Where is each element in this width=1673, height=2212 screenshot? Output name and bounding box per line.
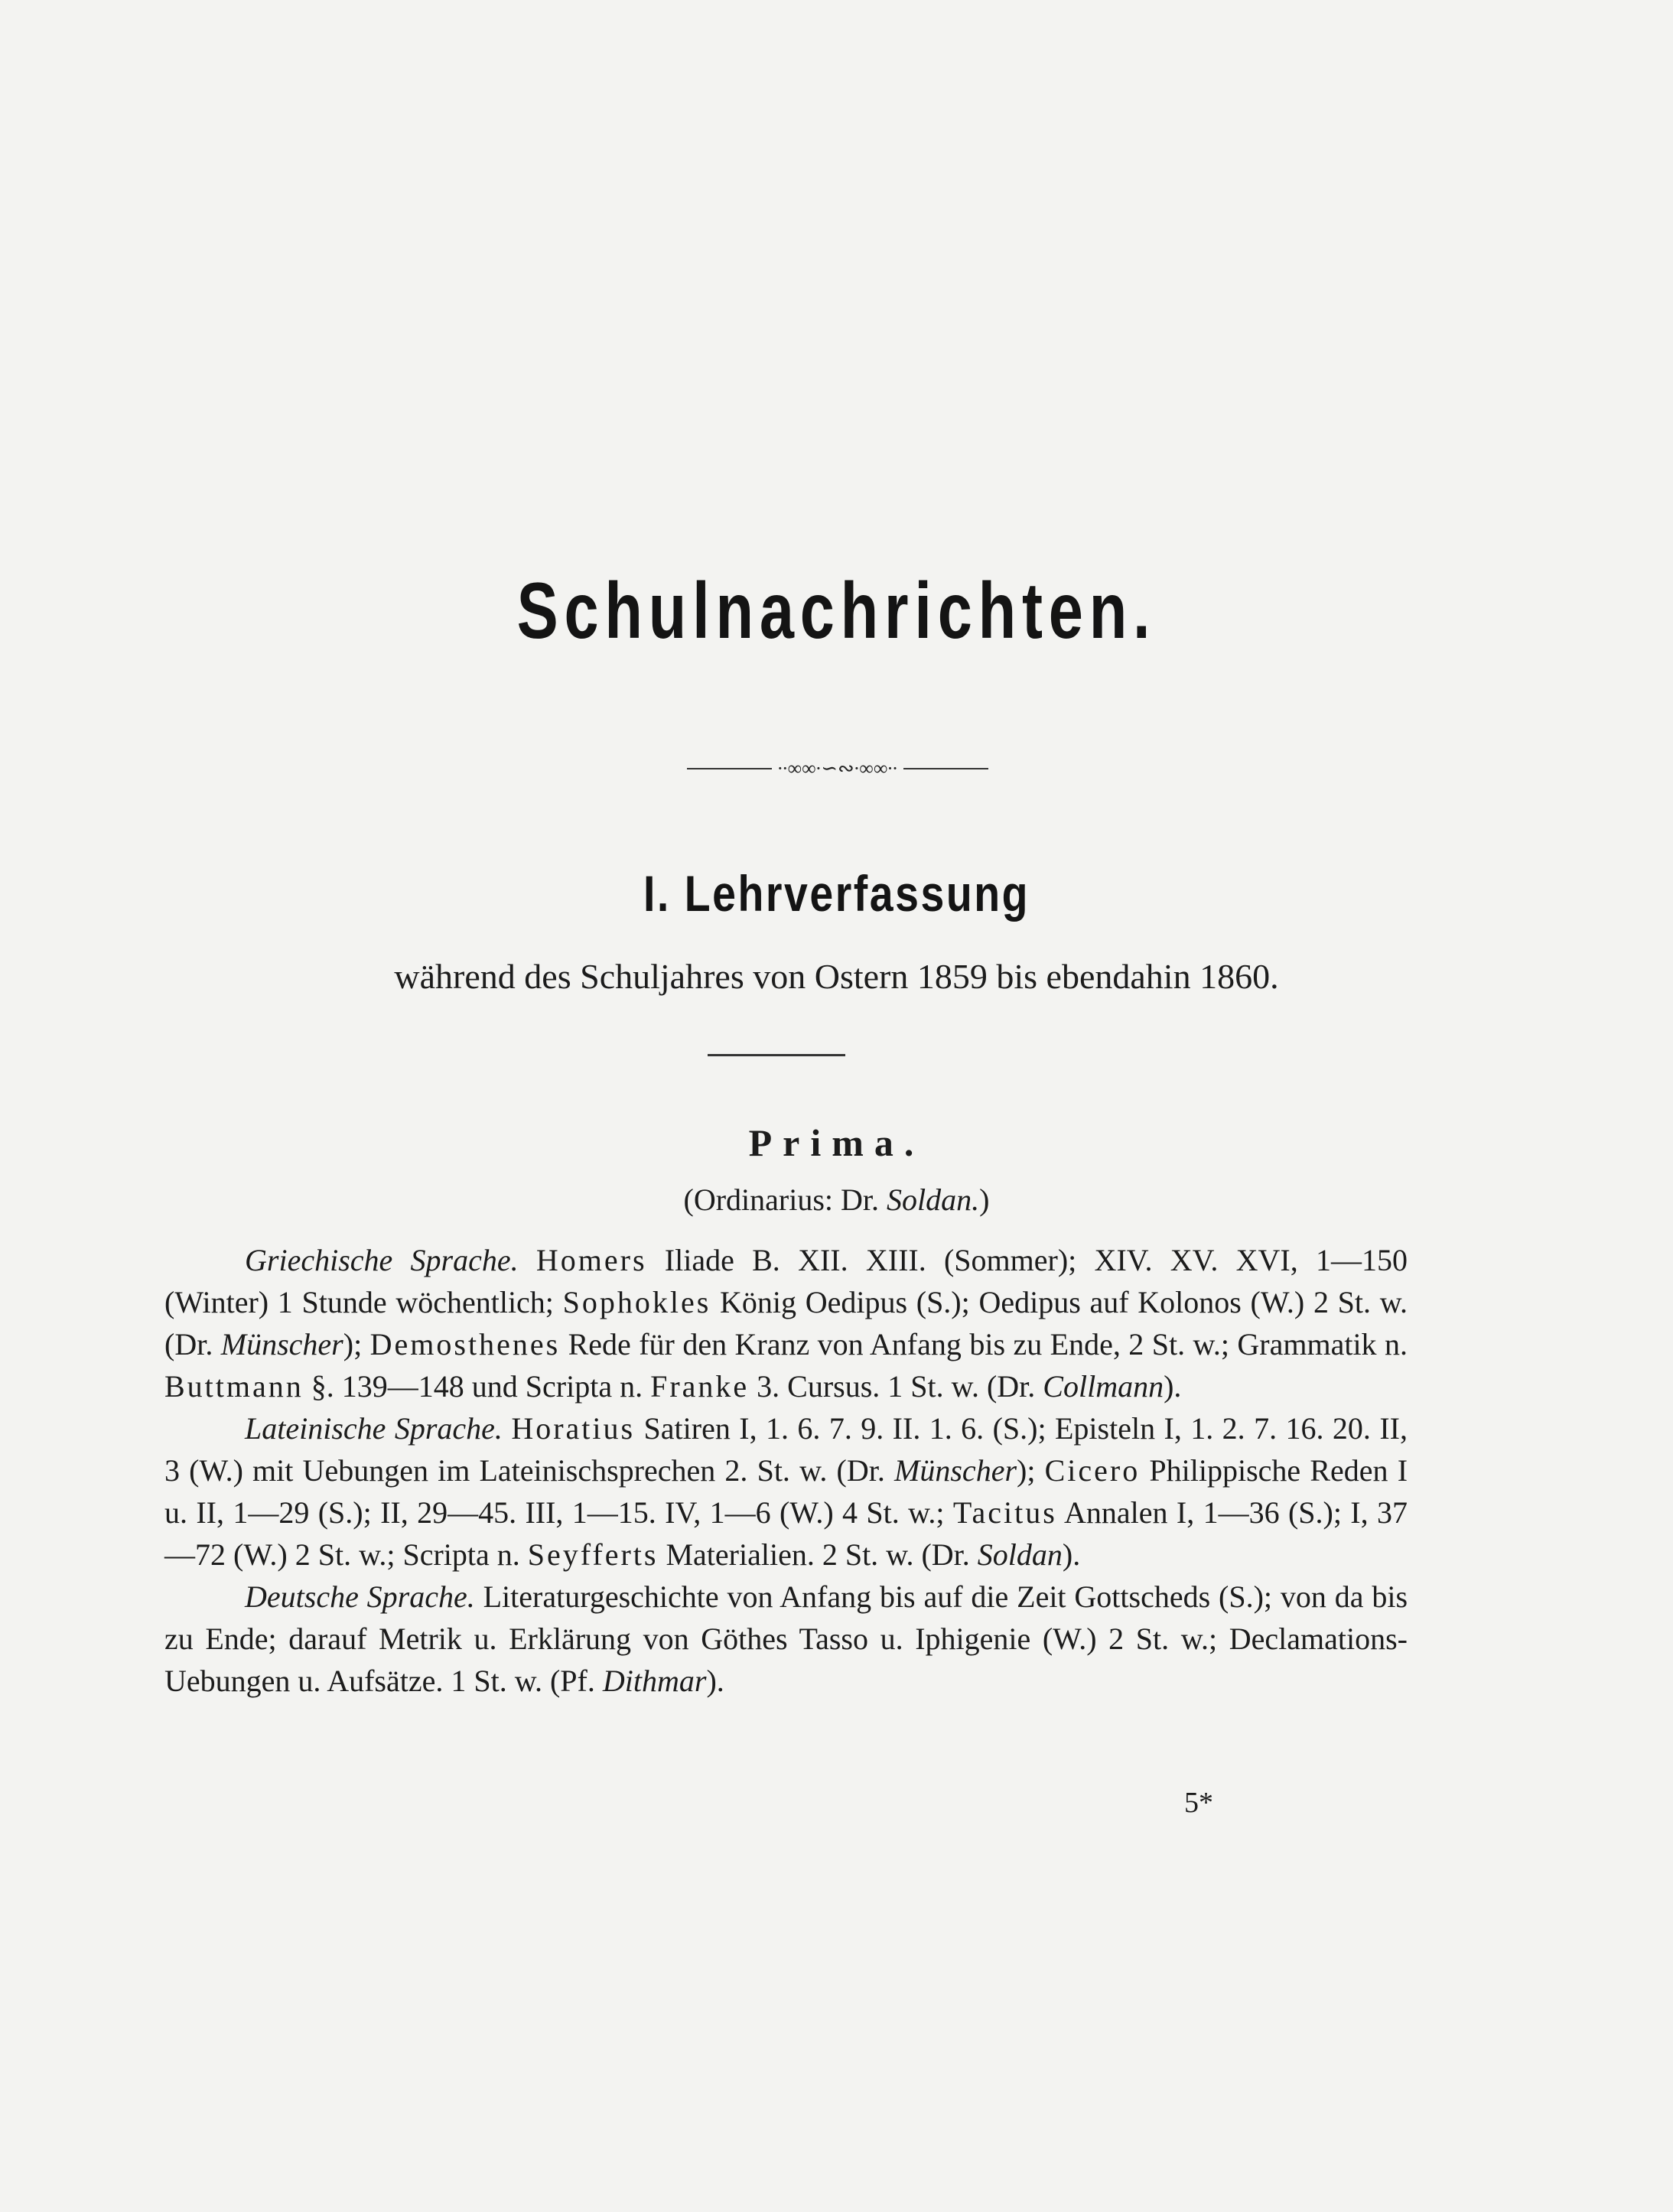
paragraph-lateinisch — [164, 1407, 1408, 1576]
paragraph-deutsch — [164, 1576, 1408, 1702]
author-name: Buttmann — [164, 1369, 304, 1404]
text-run: Iliade B. XII. XIII. (Sommer); XIV. XV. XVI, 1—150 (Winter) 1 Stunde wöchentlich; — [164, 1243, 1408, 1319]
author-name: Sophokles — [562, 1285, 711, 1319]
class-title: Prima. — [748, 1121, 925, 1164]
text-run: König Oedipus (S.); Oedipus auf Kolonos (W.) 2 St. w. (Dr. — [164, 1285, 1408, 1361]
ornament-glyph: ∙∙∞∞∙∽∾∙∞∞∙∙ — [777, 757, 898, 779]
page-title: Schulnachrichten. — [516, 567, 1157, 655]
section-heading: I. Lehrverfassung — [643, 865, 1030, 922]
subject-label: Lateinische Sprache. — [245, 1411, 503, 1446]
teacher-name: Münscher — [220, 1327, 343, 1361]
ornament-line-right — [903, 768, 988, 769]
teacher-name: Collmann — [1043, 1369, 1164, 1404]
author-name: Tacitus — [952, 1495, 1057, 1530]
ordinarius-name: Soldan. — [887, 1182, 980, 1217]
text-run: ); — [343, 1327, 370, 1361]
text-run: §. 139—148 und Scripta n. — [303, 1369, 651, 1404]
author-name: Cicero — [1044, 1453, 1141, 1488]
text-run: Rede für den Kranz von Anfang bis zu Ende, 2 St. w.; Grammatik n. — [560, 1327, 1408, 1361]
teacher-name: Soldan — [977, 1537, 1063, 1572]
ornament-line-left — [687, 768, 772, 769]
ordinarius-suffix: ) — [979, 1182, 990, 1217]
text-run: ); — [1017, 1453, 1045, 1488]
teacher-name: Dithmar — [602, 1664, 707, 1698]
author-name: Horatius — [511, 1411, 636, 1446]
teacher-name: Münscher — [894, 1453, 1017, 1488]
ornament-divider — [681, 757, 994, 780]
author-name: Demosthenes — [369, 1327, 561, 1361]
text-run: ). — [706, 1664, 724, 1698]
text-run: Satiren I, 1. 6. 7. 9. II. 1. 6. (S.); Episteln I, 1. 2. 7. 16. 20. II, 3 (W.) mit Uebungen im Lateinischsprechen 2. St. w. (Dr. — [164, 1411, 1408, 1488]
text-run — [519, 1243, 536, 1277]
page-number: 5* — [1184, 1787, 1213, 1819]
text-run: Philippische Reden I u. II, 1—29 (S.); II, 29—45. III, 1—15. IV, 1—6 (W.) 4 St. w.; — [164, 1453, 1408, 1530]
section-subheading: während des Schuljahres von Ostern 1859 bis ebendahin 1860. — [394, 957, 1279, 996]
author-name: Franke — [650, 1369, 750, 1404]
text-run — [503, 1411, 511, 1446]
author-name: Homers — [535, 1243, 647, 1277]
subject-label: Deutsche Sprache. — [245, 1579, 475, 1614]
ordinarius-line — [0, 1182, 1673, 1218]
paragraph-griechisch — [164, 1239, 1408, 1407]
text-run: ). — [1164, 1369, 1182, 1404]
text-run: Literaturgeschichte von Anfang bis auf die Zeit Gottscheds (S.); von da bis zu Ende; darauf Metrik u. Erklärung von Göthes Tasso u. Iphigenie (W.) 2 St. w.; Declamations-Uebungen u. Aufsätze. 1 St. w. (Pf. — [164, 1579, 1408, 1698]
text-run: 3. Cursus. 1 St. w. (Dr. — [749, 1369, 1043, 1404]
body-text — [164, 1239, 1408, 1702]
text-run: Materialien. 2 St. w. (Dr. — [658, 1537, 978, 1572]
text-run: ). — [1062, 1537, 1081, 1572]
text-run: Annalen I, 1—36 (S.); I, 37—72 (W.) 2 St. w.; Scripta n. — [164, 1495, 1408, 1572]
ordinarius-prefix: (Ordinarius: Dr. — [683, 1182, 887, 1217]
section-rule — [708, 1054, 845, 1056]
subject-label: Griechische Sprache. — [245, 1243, 519, 1277]
author-name: Seyfferts — [527, 1537, 659, 1572]
